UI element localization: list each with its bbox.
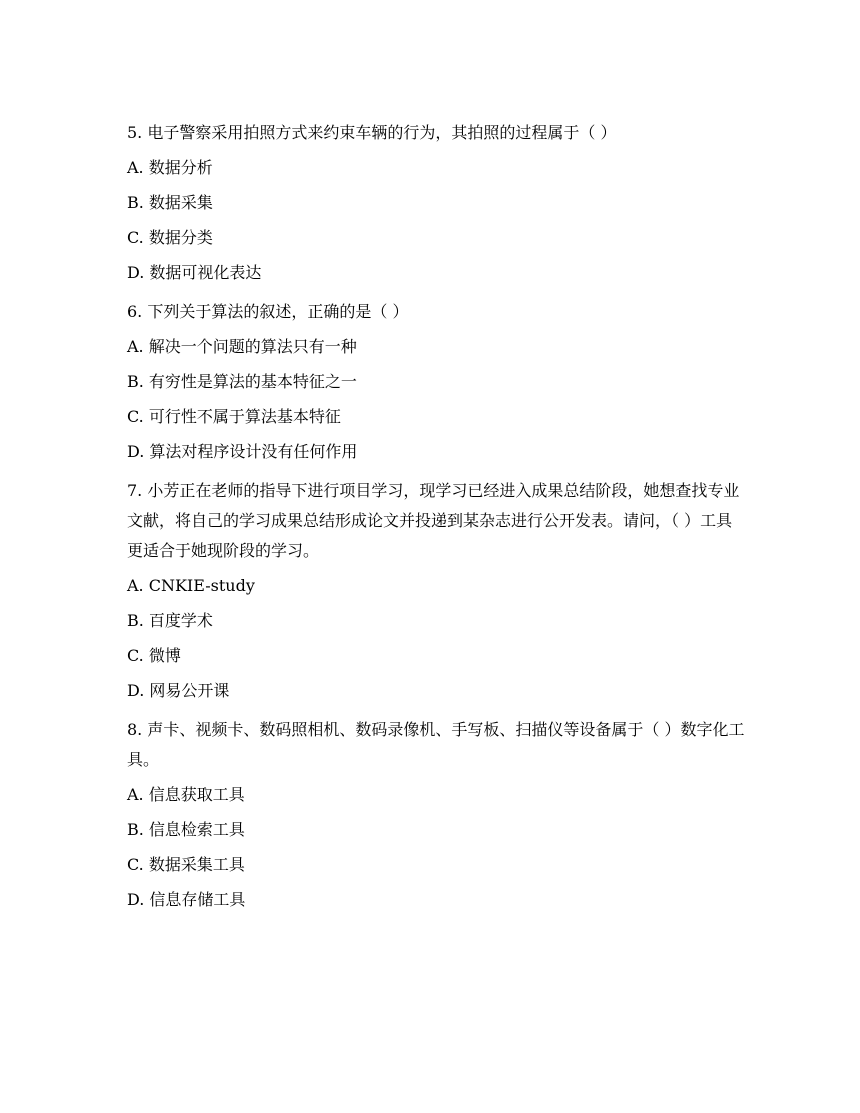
option-d: D. 数据可视化表达 bbox=[127, 263, 262, 282]
option-b: B. 数据采集 bbox=[127, 193, 213, 212]
option-d: D. 网易公开课 bbox=[127, 681, 230, 700]
option-c: C. 数据分类 bbox=[127, 228, 213, 247]
question-6 bbox=[127, 297, 747, 467]
option-a: A. CNKIE-study bbox=[127, 576, 255, 595]
question-stem: 7. 小芳正在老师的指导下进行项目学习，现学习已经进入成果总结阶段，她想查找专业文献，将自己的学习成果总结形成论文并投递到某杂志进行公开发表。请问，（ ）工具更适合于她现阶段的学习。 bbox=[127, 481, 740, 560]
option-c: C. 数据采集工具 bbox=[127, 855, 245, 874]
option-c: C. 可行性不属于算法基本特征 bbox=[127, 407, 341, 426]
question-stem: 5. 电子警察采用拍照方式来约束车辆的行为，其拍照的过程属于（ ） bbox=[127, 123, 617, 142]
option-b: B. 百度学术 bbox=[127, 611, 213, 630]
question-5 bbox=[127, 118, 747, 288]
option-a: A. 数据分析 bbox=[127, 158, 213, 177]
question-stem: 8. 声卡、视频卡、数码照相机、数码录像机、手写板、扫描仪等设备属于（ ）数字化工具。 bbox=[127, 720, 745, 769]
option-c: C. 微博 bbox=[127, 646, 181, 665]
question-8 bbox=[127, 715, 747, 915]
option-a: A. 信息获取工具 bbox=[127, 785, 245, 804]
option-b: B. 信息检索工具 bbox=[127, 820, 245, 839]
option-b: B. 有穷性是算法的基本特征之一 bbox=[127, 372, 357, 391]
option-d: D. 信息存储工具 bbox=[127, 890, 246, 909]
option-d: D. 算法对程序设计没有任何作用 bbox=[127, 442, 358, 461]
question-stem: 6. 下列关于算法的叙述，正确的是（ ） bbox=[127, 302, 409, 321]
option-a: A. 解决一个问题的算法只有一种 bbox=[127, 337, 357, 356]
document-page bbox=[127, 118, 747, 920]
question-7 bbox=[127, 476, 747, 706]
